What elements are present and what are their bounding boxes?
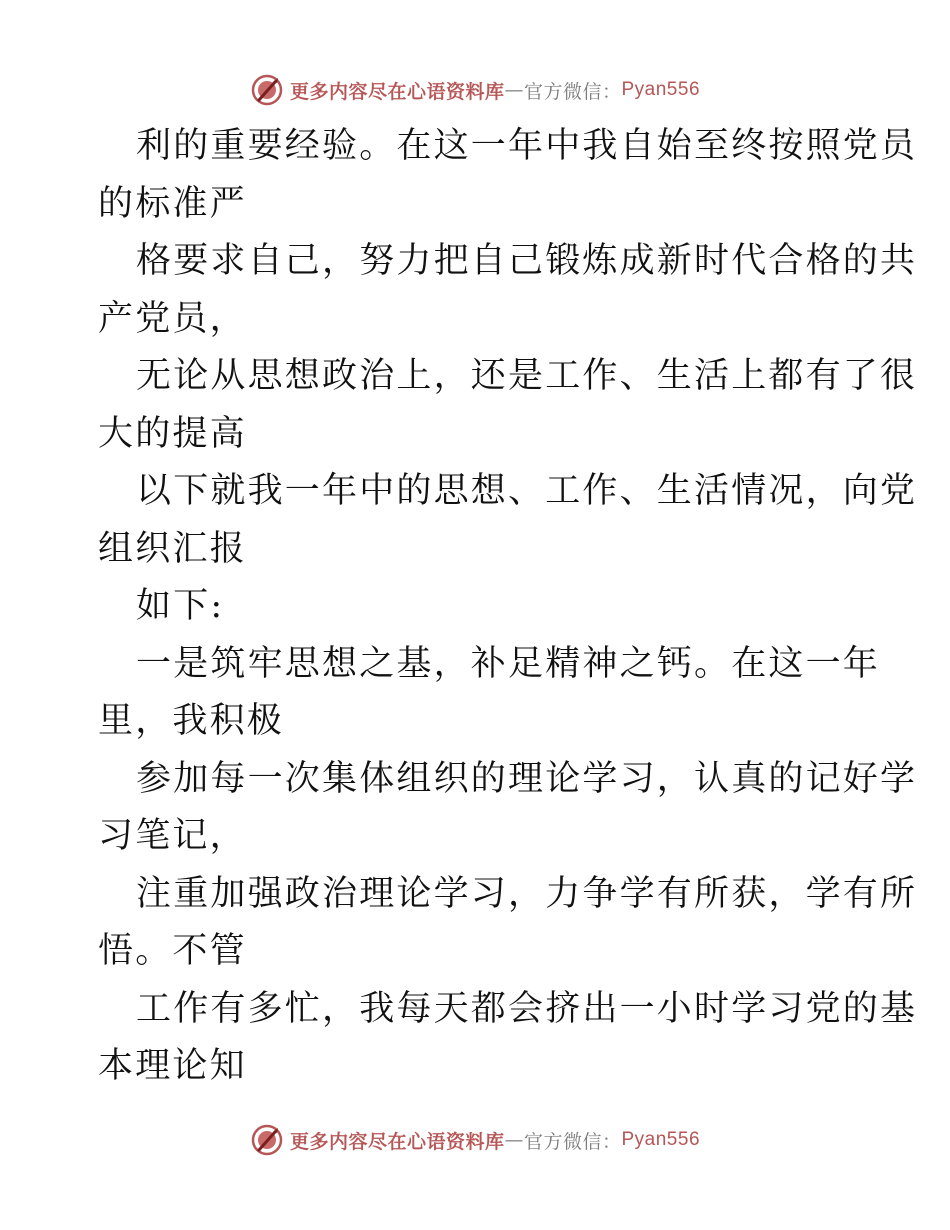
- body-line: 一是筑牢思想之基，补足精神之钙。在这一年: [136, 643, 881, 684]
- body-line: 习笔记，: [98, 816, 247, 856]
- body-line: 利的重要经验。在这一年中我自始至终按照党员: [136, 126, 918, 166]
- footer-separator: —: [504, 1129, 524, 1151]
- header-wechat-label: 官方微信：: [523, 80, 622, 103]
- header-brand: 更多内容尽在心语资料库: [289, 80, 505, 103]
- body-line: 本理论知: [98, 1046, 247, 1086]
- footer-brand: 更多内容尽在心语资料库: [289, 1130, 505, 1153]
- body-line: 格要求自己，努力把自己锻炼成新时代合格的共: [136, 241, 918, 281]
- body-line: 如下:: [136, 586, 225, 626]
- header-banner: [0, 70, 950, 110]
- document-body: [98, 118, 918, 1096]
- footer-banner: [0, 1120, 950, 1160]
- body-line: 参加每一次集体组织的理论学习，认真的记好学: [136, 758, 918, 799]
- header-wechat-id: Pyan556: [621, 79, 701, 100]
- body-line: 产党员，: [98, 298, 247, 339]
- footer-wechat-label: 官方微信：: [523, 1130, 622, 1153]
- body-line: 工作有多忙，我每天都会挤出一小时学习党的基: [136, 988, 918, 1029]
- pen-seal-icon: [250, 1123, 284, 1157]
- body-line: 大的提高: [98, 413, 247, 454]
- header-separator: —: [504, 79, 524, 101]
- footer-wechat-id: Pyan556: [621, 1129, 701, 1150]
- body-line: 的标准严: [98, 183, 247, 224]
- body-line: 里，我积极: [98, 701, 285, 741]
- body-line: 组织汇报: [98, 528, 247, 569]
- body-line: 注重加强政治理论学习，力争学有所获，学有所: [136, 873, 918, 914]
- body-line: 悟。不管: [98, 931, 247, 971]
- pen-seal-icon: [250, 73, 284, 107]
- body-line: 无论从思想政治上，还是工作、生活上都有了很: [136, 356, 918, 396]
- body-line: 以下就我一年中的思想、工作、生活情况，向党: [136, 471, 918, 511]
